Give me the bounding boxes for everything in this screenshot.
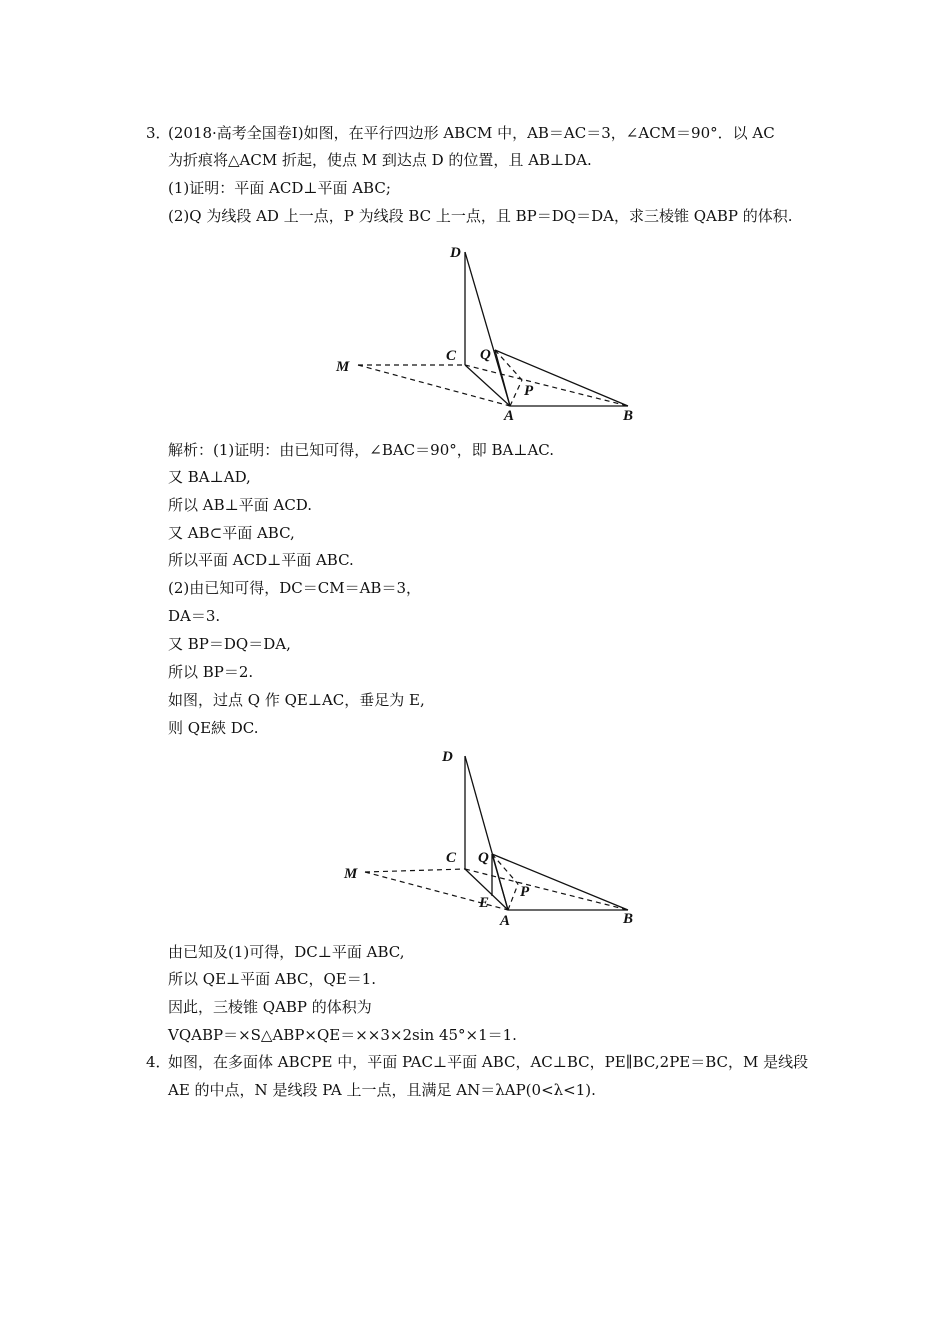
solution-line-5: 所以平面 ACD⊥平面 ABC. (168, 551, 354, 569)
solution-line-3: 所以 AB⊥平面 ACD. (168, 496, 313, 514)
problem-4-number: 4． (146, 1053, 171, 1071)
solution-line-11: 则 QE綊 DC. (168, 719, 259, 737)
edge-QB (495, 350, 628, 406)
problem-3-number: 3． (146, 124, 171, 142)
solution-line-10: 如图，过点 Q 作 QE⊥AC，垂足为 E, (168, 691, 425, 709)
label-A: A (500, 913, 511, 929)
edge-AP (508, 884, 518, 910)
solution-line-1: 解析：(1)证明：由已知可得，∠BAC＝90°，即 BA⊥AC. (168, 441, 555, 459)
label-M: M (336, 359, 350, 375)
problem-3-line-3: (1)证明：平面 ACD⊥平面 ABC; (168, 179, 391, 197)
solution-line-8: 又 BP＝DQ＝DA, (168, 635, 291, 653)
edge-MC (365, 869, 465, 872)
solution-line-4: 又 AB⊂平面 ABC, (168, 524, 295, 542)
label-M: M (344, 866, 358, 882)
edge-QB (492, 854, 628, 910)
figure-2-pyramid-diagram (330, 744, 650, 934)
label-E: E (479, 895, 490, 911)
label-B: B (623, 911, 634, 927)
solution-line-13: 所以 QE⊥平面 ABC，QE＝1. (168, 970, 377, 988)
solution-line-12: 由已知及(1)可得，DC⊥平面 ABC, (168, 943, 405, 961)
solution-line-2: 又 BA⊥AD, (168, 468, 251, 486)
edge-CA (465, 365, 510, 406)
problem-4-line-2: AE 的中点，N 是线段 PA 上一点，且满足 AN＝λAP(0<λ<1). (168, 1081, 596, 1099)
label-Q: Q (480, 347, 491, 363)
label-A: A (504, 408, 515, 424)
label-P: P (520, 884, 530, 900)
problem-4-line-1: 如图，在多面体 ABCPE 中，平面 PAC⊥平面 ABC，AC⊥BC，PE∥BC,2PE＝BC，M 是线段 (168, 1053, 809, 1071)
label-P: P (524, 383, 534, 399)
label-B: B (623, 408, 634, 424)
solution-line-7: DA＝3. (168, 607, 221, 625)
problem-3-line-1: (2018·高考全国卷Ⅰ)如图，在平行四边形 ABCM 中，AB＝AC＝3，∠ACM＝90°．以 AC (168, 124, 775, 142)
figure-1-pyramid-diagram (330, 240, 650, 430)
label-Q: Q (478, 850, 489, 866)
label-C: C (446, 348, 457, 364)
label-D: D (450, 245, 461, 261)
label-D: D (442, 749, 453, 765)
label-C: C (446, 850, 457, 866)
solution-line-14: 因此，三棱锥 QABP 的体积为 (168, 998, 372, 1016)
problem-3-line-4: (2)Q 为线段 AD 上一点，P 为线段 BC 上一点，且 BP＝DQ＝DA，求三棱锥 QABP 的体积. (168, 207, 793, 225)
solution-line-15: VQABP＝×S△ABP×QE＝××3×2sin 45°×1＝1. (168, 1026, 517, 1044)
edge-AP (510, 380, 522, 406)
solution-line-9: 所以 BP＝2. (168, 663, 254, 681)
solution-line-6: (2)由已知可得，DC＝CM＝AB＝3， (168, 579, 421, 597)
problem-3-line-2: 为折痕将△ACM 折起，使点 M 到达点 D 的位置，且 AB⊥DA. (168, 151, 592, 169)
edge-CB (465, 869, 628, 910)
